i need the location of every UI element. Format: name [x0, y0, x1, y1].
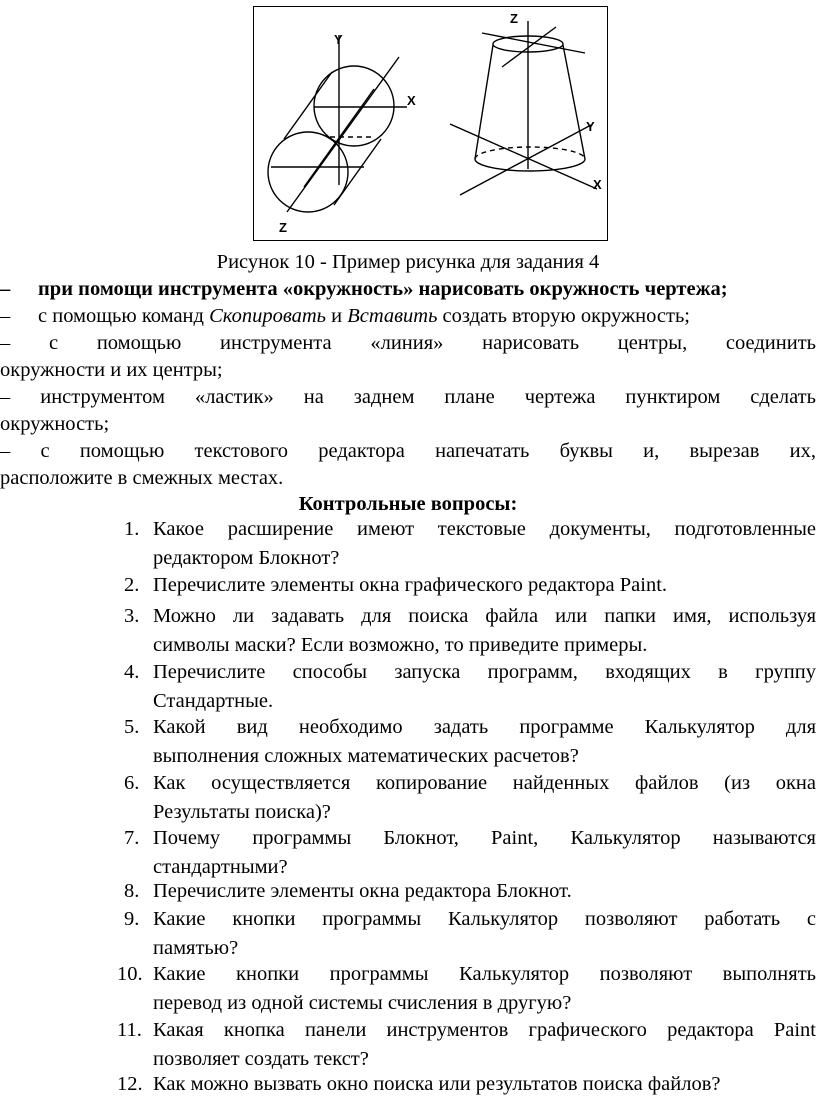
- question-line: Перечислите способы запуска программ, входящих в группу: [153, 661, 816, 683]
- question-text: [153, 571, 816, 600]
- axis-label-z-cone: Z: [510, 11, 518, 26]
- question-number: 10.: [117, 963, 143, 985]
- step-text: при помощи инструмента «окружность» нарисовать окружность чертежа;: [38, 278, 728, 300]
- figure-drawing: [254, 7, 607, 240]
- question-text: [153, 824, 816, 882]
- question-text: [153, 713, 816, 771]
- step-4: [0, 384, 816, 411]
- question-number: 6.: [124, 772, 140, 794]
- axis-label-y: Y: [334, 32, 343, 47]
- question-line: Перечислите элементы окна редактора Блокнот.: [153, 880, 572, 902]
- question-line: Какая кнопка панели инструментов графического редактора Paint: [153, 1019, 816, 1041]
- cone-drawing: [450, 21, 597, 195]
- step-dash: –: [0, 386, 11, 408]
- question-line: Какие кнопки программы Калькулятор позволяют работать с: [153, 908, 816, 930]
- question-number: 1.: [124, 518, 140, 540]
- step-3-cont: окружности и их центры;: [0, 359, 223, 381]
- question-line: Какой вид необходимо задать программе Калькулятор для: [153, 716, 816, 738]
- question-line: Какие кнопки программы Калькулятор позволяют выполнять: [153, 963, 816, 985]
- question-text: [153, 602, 816, 660]
- question-number: 4.: [124, 661, 140, 683]
- figure-caption: Рисунок 10 - Пример рисунка для задания 4: [216, 251, 600, 273]
- step-1: [0, 276, 728, 303]
- question-line: Результаты поиска)?: [153, 801, 331, 823]
- step-3: [0, 330, 816, 357]
- question-text: [153, 769, 816, 827]
- question-number: 11.: [117, 1019, 142, 1041]
- question-line: символы маски? Если возможно, то приведите примеры.: [153, 634, 648, 656]
- step-2: [0, 303, 690, 330]
- step-dash: –: [0, 278, 11, 300]
- question-line: Можно ли задавать для поиска файла или папки имя, используя: [153, 605, 816, 627]
- step-5-cont: расположите в смежных местах.: [0, 467, 284, 489]
- step-text: с помощью команд Скопировать и Вставить создать вторую окружность;: [38, 305, 690, 327]
- question-line: выполнения сложных математических расчетов?: [153, 745, 579, 767]
- question-line: Стандартные.: [153, 690, 274, 712]
- question-number: 9.: [124, 908, 140, 930]
- question-number: 5.: [124, 716, 140, 738]
- step-text: инструментом «ластик» на заднем плане чертежа пунктиром сделать: [40, 386, 816, 408]
- question-line: Перечислите элементы окна графического редактора Paint.: [153, 574, 668, 596]
- question-line: Как осуществляется копирование найденных файлов (из окна: [153, 772, 816, 794]
- step-text: с помощью текстового редактора напечатать буквы и, вырезав их,: [40, 440, 816, 462]
- question-text: [153, 1016, 816, 1074]
- question-text: [153, 515, 816, 573]
- question-line: стандартными?: [153, 856, 288, 878]
- step-dash: –: [0, 332, 11, 354]
- question-number: 7.: [124, 827, 140, 849]
- question-line: редактором Блокнот?: [153, 547, 340, 569]
- question-number: 12.: [117, 1073, 143, 1095]
- question-line: Как можно вызвать окно поиска или результатов поиска файлов?: [153, 1073, 721, 1095]
- question-line: памятью?: [153, 937, 239, 959]
- axis-label-z: Z: [279, 220, 287, 235]
- axis-label-x: X: [407, 93, 416, 108]
- step-dash: –: [0, 440, 11, 462]
- question-line: перевод из одной системы счисления в другую?: [153, 992, 572, 1014]
- question-line: позволяет создать текст?: [153, 1048, 369, 1070]
- step-5: [0, 438, 816, 465]
- question-number: 8.: [124, 880, 140, 902]
- question-line: Почему программы Блокнот, Paint, Калькулятор называются: [153, 827, 816, 849]
- question-text: [153, 877, 816, 906]
- step-4-cont: окружность;: [0, 413, 110, 435]
- axis-label-x-cone: X: [593, 177, 602, 192]
- question-text: [153, 905, 816, 963]
- question-text: [153, 658, 816, 716]
- question-text: [153, 960, 816, 1018]
- question-number: 3.: [124, 605, 140, 627]
- cylinder-drawing: [268, 35, 407, 212]
- section-heading: Контрольные вопросы:: [298, 493, 518, 515]
- question-text: [153, 1070, 816, 1099]
- step-dash: –: [0, 305, 11, 327]
- step-text: с помощью инструмента «линия» нарисовать центры, соединить: [48, 332, 816, 354]
- question-number: 2.: [124, 574, 140, 596]
- figure-frame: [253, 6, 608, 241]
- question-line: Какое расширение имеют текстовые документы, подготовленные: [153, 518, 816, 540]
- axis-label-y-cone: Y: [586, 119, 595, 134]
